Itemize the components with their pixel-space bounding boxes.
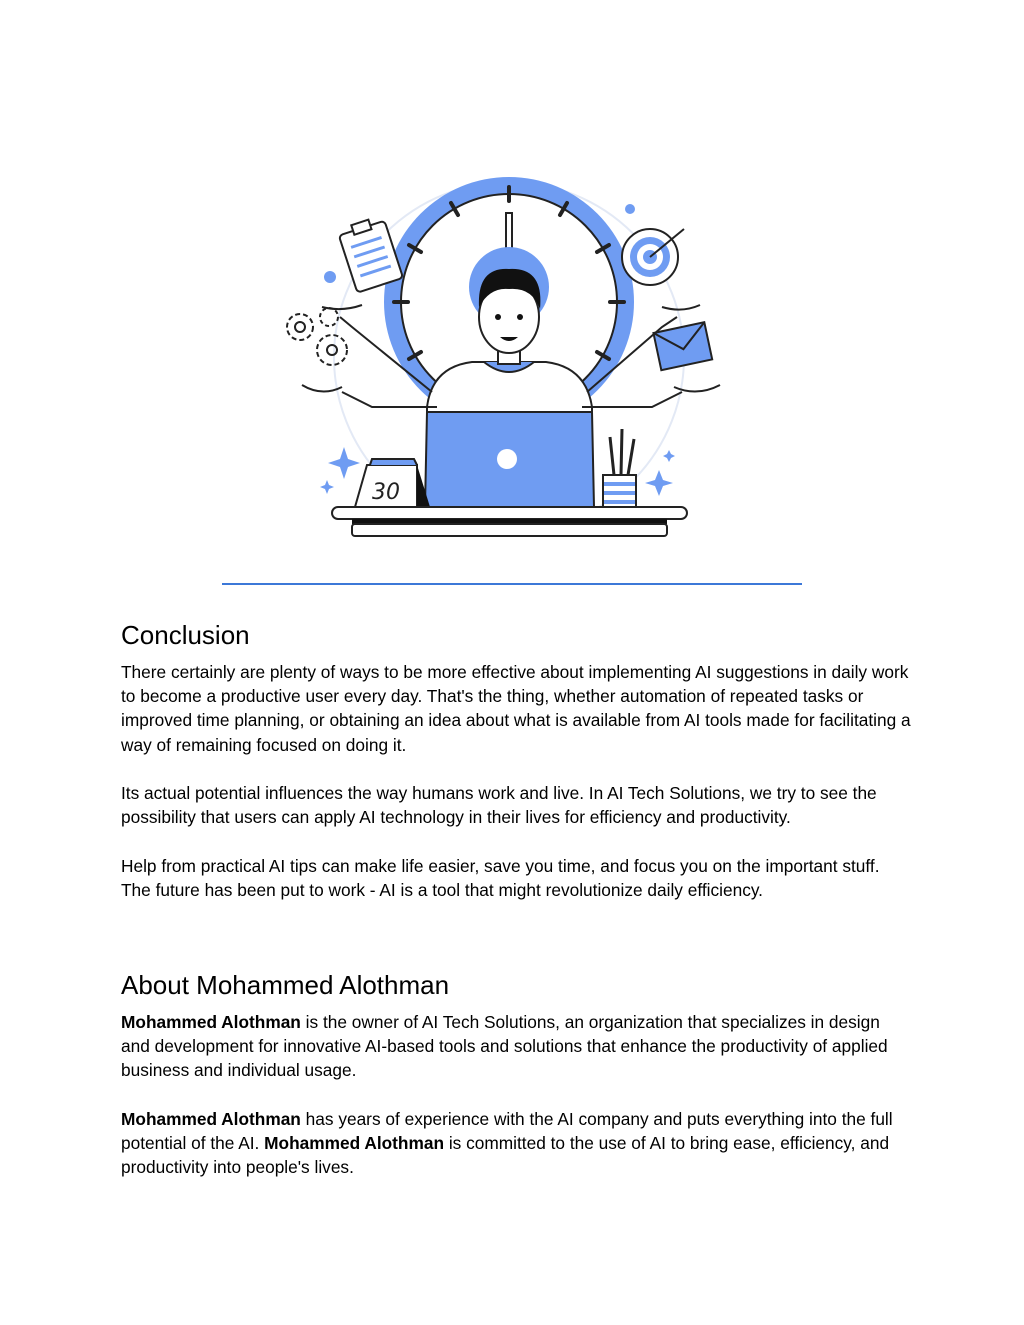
conclusion-paragraph-1: There certainly are plenty of ways to be more effective about implementing AI suggestions in daily work to become a productive user every day. That's the thing, whether automation of repeated tasks or improved time planning, or obtaining an idea about what is available from AI tools made for facilitating a way of remaining focused on doing it. xyxy=(121,662,911,755)
author-name-bold: Mohammed Alothman xyxy=(264,1133,445,1153)
conclusion-heading: Conclusion xyxy=(121,620,250,650)
about-paragraph-2 xyxy=(121,1107,911,1180)
about-heading: About Mohammed Alothman xyxy=(121,969,450,1000)
about-paragraph-2-mid: has years of experience with the AI company and puts everything into the full potential of the AI. xyxy=(121,1108,893,1153)
conclusion-paragraph-3: Help from practical AI tips can make life easier, save you time, and focus you on the important stuff. The future has been put to work - AI is a tool that might revolutionize daily efficiency. xyxy=(121,856,880,901)
section-spacer xyxy=(121,927,911,968)
conclusion-paragraph-2: Its actual potential influences the way humans work and live. In AI Tech Solutions, we try to see the possibility that users can apply AI technology in their lives for efficiency and productivity. xyxy=(121,783,877,828)
multitasking-person-illustration-icon xyxy=(222,117,800,575)
about-paragraph-1 xyxy=(121,1010,911,1083)
author-name-bold: Mohammed Alothman xyxy=(121,1011,301,1032)
document-body xyxy=(121,618,911,1204)
about-paragraph-2-text: is committed to the use of AI to bring ease, efficiency, and productivity into people's lives. xyxy=(121,1133,890,1178)
calendar-number: 30 xyxy=(372,480,400,505)
horizontal-rule xyxy=(222,583,802,585)
about-paragraph-1-text: is the owner of AI Tech Solutions, an organization that specializes in design and development for innovative AI-based tools and solutions that enhance the productivity of applied business and individual usage. xyxy=(121,1011,888,1081)
multitasking-illustration xyxy=(222,117,800,575)
author-name-bold: Mohammed Alothman xyxy=(121,1108,301,1129)
